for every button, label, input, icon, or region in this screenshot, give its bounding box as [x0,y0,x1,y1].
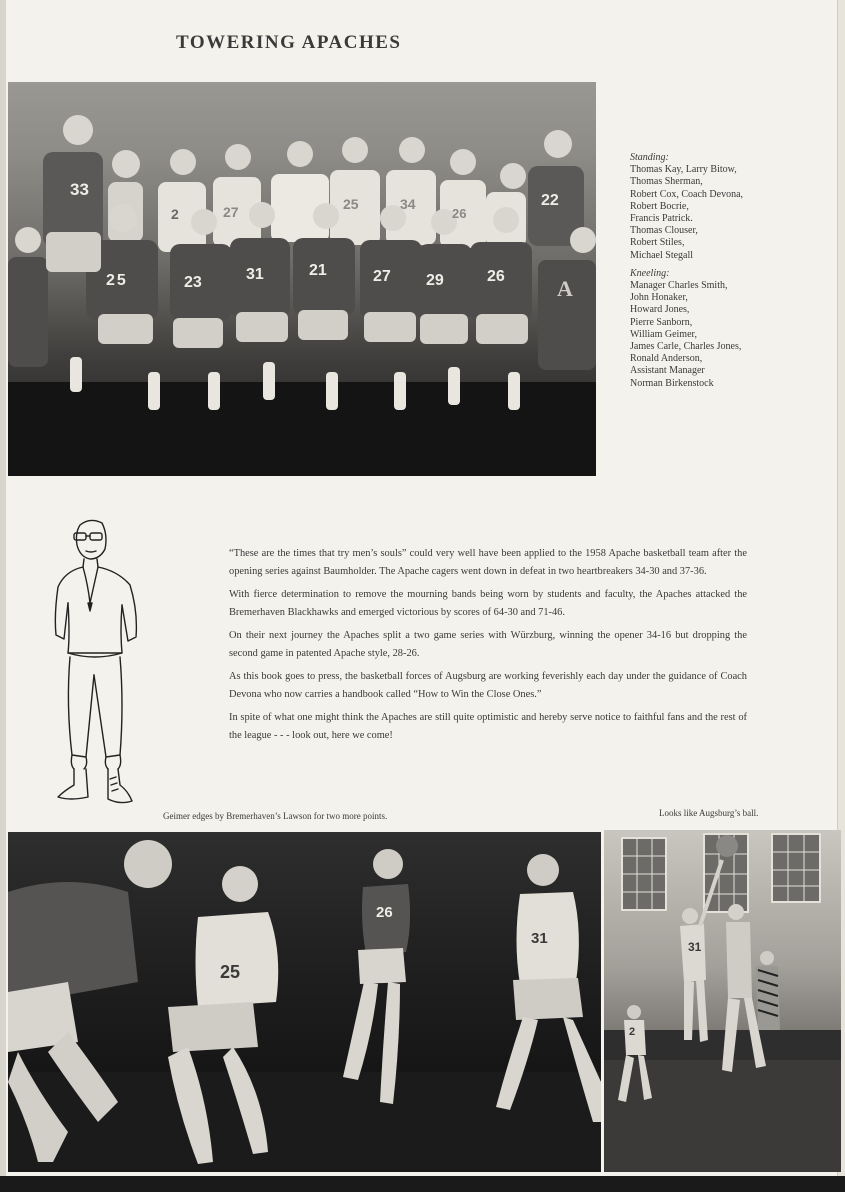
article-paragraph: “These are the times that try men’s souls” could very well have been applied to the 1958 Apache basketball team after the opening series against Baumholder. The Apache cagers went down in defeat in two heartbreakers 34-30 and 37-36. [229,548,747,577]
jersey-number-kneeling-31: 31 [246,266,264,283]
standing-line: Robert Stiles, [630,237,685,249]
jersey-number-standing-27: 27 [223,204,239,220]
jersey-number-kneeling-21: 21 [309,262,327,279]
article-body [229,545,747,750]
kneeling-heading: Kneeling: [630,267,670,279]
jersey-number-kneeling-27: 27 [373,268,391,285]
jersey-number-standing-26: 26 [452,206,467,221]
team-photo [8,82,596,476]
jersey-number-standing-34: 34 [400,196,416,212]
page-left-edge [0,0,6,1192]
jersey-number-31-jump: 31 [688,940,702,954]
coach-sketch-illustration [50,515,145,810]
game-photo-augsburg-ball-illustration [604,830,841,1172]
game-photo-geimer-illustration [8,832,601,1172]
caption-right: Looks like Augsburg’s ball. [659,808,759,818]
kneeling-line: Ronald Anderson, [630,353,703,365]
kneeling-line: John Honaker, [630,292,688,304]
standing-line: Robert Cox, Coach Devona, [630,188,744,200]
jacket-letter: A [557,276,573,301]
jersey-number-25: 25 [220,962,241,982]
kneeling-line: Manager Charles Smith, [630,280,728,292]
jersey-number-kneeling-26: 26 [487,268,505,285]
standing-heading: Standing: [630,152,669,163]
jersey-number-standing-22: 22 [541,192,559,209]
kneeling-line: Howard Jones, [630,304,690,316]
jersey-number-standing-33: 33 [70,180,89,199]
article-paragraph: In spite of what one might think the Apaches are still quite optimistic and hereby serve notice to faithful fans and the rest of the league - - - look out, here we come! [229,712,747,741]
jersey-number-31: 31 [531,930,548,947]
jersey-number-26: 26 [376,904,393,921]
article-paragraph: As this book goes to press, the basketball forces of Augsburg are working feverishly each day under the guidance of Coach Devona who now carries a handbook called “How to Win the Close Ones.” [229,671,747,700]
game-photo-augsburg-ball [604,830,841,1172]
caption-left: Geimer edges by Bremerhaven’s Lawson for two more points. [163,811,388,821]
standing-line: Francis Patrick. [630,213,693,225]
kneeling-line: William Geimer, [630,328,697,340]
kneeling-line: Norman Birkenstock [630,377,714,389]
article-paragraph: With fierce determination to remove the mourning bands being worn by students and faculty, the Apaches attacked the Bremerhaven Blackhawks and emerged victorious by scores of 64-30 and 71-46. [229,589,747,618]
article-paragraph: On their next journey the Apaches split a two game series with Würzburg, winning the opener 34-16 but dropping the second game in patented Apache style, 28-26. [229,630,747,659]
jersey-number-kneeling-23: 23 [184,274,202,291]
game-photo-geimer [8,832,601,1172]
kneeling-line: Pierre Sanborn, [630,316,693,328]
jersey-number-standing-25: 25 [343,196,359,212]
jersey-number-kneeling-25: 25 [106,272,128,289]
team-photo-illustration [8,82,596,476]
standing-line: Thomas Clouser, [630,225,698,237]
jersey-number-2: 2 [629,1026,636,1038]
kneeling-line: Assistant Manager [630,365,705,377]
kneeling-line: James Carle, Charles Jones, [630,341,742,353]
page-bottom-edge [0,1176,845,1192]
roster-caption [630,152,800,390]
jersey-number-standing-2: 2 [171,206,179,222]
standing-line: Thomas Sherman, [630,176,703,188]
standing-line: Robert Bocrie, [630,200,689,212]
standing-line: Thomas Kay, Larry Bitow, [630,164,737,176]
standing-line: Michael Stegall [630,249,694,261]
jersey-number-kneeling-29: 29 [426,272,444,289]
page-title: TOWERING APACHES [176,32,402,53]
